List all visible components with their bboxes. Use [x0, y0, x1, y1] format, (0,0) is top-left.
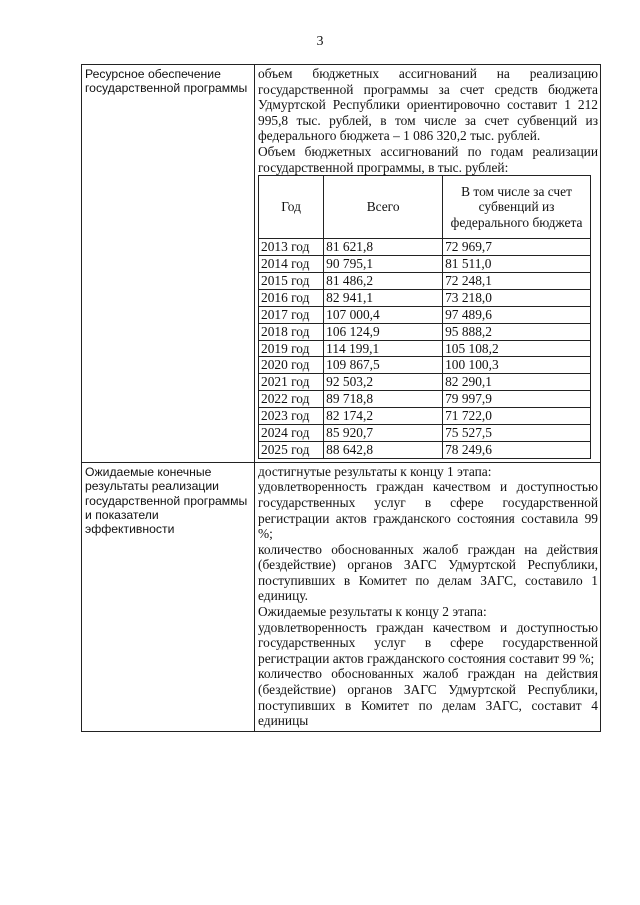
total-cell: 109 867,5: [324, 357, 443, 374]
table-row: [259, 441, 591, 458]
total-cell: 107 000,4: [324, 306, 443, 323]
federal-cell: 100 100,3: [443, 357, 591, 374]
table-row: [259, 357, 591, 374]
federal-cell: 72 248,1: [443, 272, 591, 289]
table-row: [259, 340, 591, 357]
resources-row: [82, 65, 601, 463]
federal-cell: 82 290,1: [443, 374, 591, 391]
total-cell: 114 199,1: [324, 340, 443, 357]
resources-paragraph: объем бюджетных ассигнований на реализацию государственной программы за счет средств бюджета Удмуртской Республики ориентировочно составит 1 212 995,8 тыс. рублей, в том числе за счет субвенций из федерального бюджета – 1 086 320,2 тыс. рублей.: [258, 66, 598, 144]
results-line: удовлетворенность граждан качеством и доступностью государственных услуг в сфере государственной регистрации актов гражданского состояния составит 99 %;: [258, 619, 598, 666]
federal-cell: 72 969,7: [443, 239, 591, 256]
year-cell: 2017 год: [259, 306, 324, 323]
resources-content: [255, 65, 601, 463]
header-total: Всего: [324, 176, 443, 239]
results-line: достигнутые результаты к концу 1 этапа:: [258, 463, 492, 479]
total-cell: 90 795,1: [324, 256, 443, 273]
table-row: [259, 239, 591, 256]
total-cell: 81 486,2: [324, 272, 443, 289]
results-line: количество обоснованных жалоб граждан на действия (бездействие) органов ЗАГС Удмуртской Республики, поступивших в Комитет по делам ЗАГС, составило 1 единицу.: [258, 541, 598, 604]
total-cell: 106 124,9: [324, 323, 443, 340]
year-cell: 2016 год: [259, 289, 324, 306]
federal-cell: 97 489,6: [443, 306, 591, 323]
table-row: [259, 289, 591, 306]
total-cell: 81 621,8: [324, 239, 443, 256]
year-cell: 2019 год: [259, 340, 324, 357]
table-row: [259, 374, 591, 391]
year-cell: 2014 год: [259, 256, 324, 273]
table-caption: Объем бюджетных ассигнований по годам реализации государственной программы, в тыс. рублей:: [258, 143, 598, 175]
federal-cell: 79 997,9: [443, 391, 591, 408]
results-line: удовлетворенность граждан качеством и доступностью государственных услуг в сфере государственной регистрации актов гражданского состояния составила 99 %;: [258, 479, 598, 542]
results-line: количество обоснованных жалоб граждан на действия (бездействие) органов ЗАГС Удмуртской Республики, поступивших в Комитет по делам ЗАГС, составит 4 единицы: [258, 666, 598, 729]
table-row: [259, 272, 591, 289]
total-cell: 85 920,7: [324, 424, 443, 441]
results-row: [82, 462, 601, 731]
total-cell: 88 642,8: [324, 441, 443, 458]
table-row: [259, 391, 591, 408]
table-row: [259, 424, 591, 441]
table-row: [259, 323, 591, 340]
page-number: 3: [316, 34, 324, 49]
year-cell: 2018 год: [259, 323, 324, 340]
budget-table-header: [259, 176, 591, 239]
budget-by-year-table: [258, 175, 591, 459]
federal-cell: 105 108,2: [443, 340, 591, 357]
year-cell: 2022 год: [259, 391, 324, 408]
federal-cell: 78 249,6: [443, 441, 591, 458]
table-row: [259, 306, 591, 323]
total-cell: 92 503,2: [324, 374, 443, 391]
total-cell: 82 174,2: [324, 408, 443, 425]
federal-cell: 73 218,0: [443, 289, 591, 306]
header-federal: В том числе за счет субвенций из федерального бюджета: [443, 176, 591, 239]
year-cell: 2013 год: [259, 239, 324, 256]
year-cell: 2021 год: [259, 374, 324, 391]
federal-cell: 71 722,0: [443, 408, 591, 425]
federal-cell: 75 527,5: [443, 424, 591, 441]
federal-cell: 81 511,0: [443, 256, 591, 273]
results-label: Ожидаемые конечные результаты реализации государственной программы и показатели эффективности: [82, 462, 255, 731]
year-cell: 2024 год: [259, 424, 324, 441]
header-year: Год: [259, 176, 324, 239]
table-row: [259, 408, 591, 425]
results-content: [255, 462, 601, 731]
year-cell: 2020 год: [259, 357, 324, 374]
year-cell: 2023 год: [259, 408, 324, 425]
results-line: Ожидаемые результаты к концу 2 этапа:: [258, 604, 487, 620]
total-cell: 89 718,8: [324, 391, 443, 408]
year-cell: 2015 год: [259, 272, 324, 289]
resources-label: Ресурсное обеспечение государственной программы: [82, 65, 255, 463]
program-passport-table: [81, 64, 601, 732]
total-cell: 82 941,1: [324, 289, 443, 306]
table-row: [259, 256, 591, 273]
federal-cell: 95 888,2: [443, 323, 591, 340]
year-cell: 2025 год: [259, 441, 324, 458]
